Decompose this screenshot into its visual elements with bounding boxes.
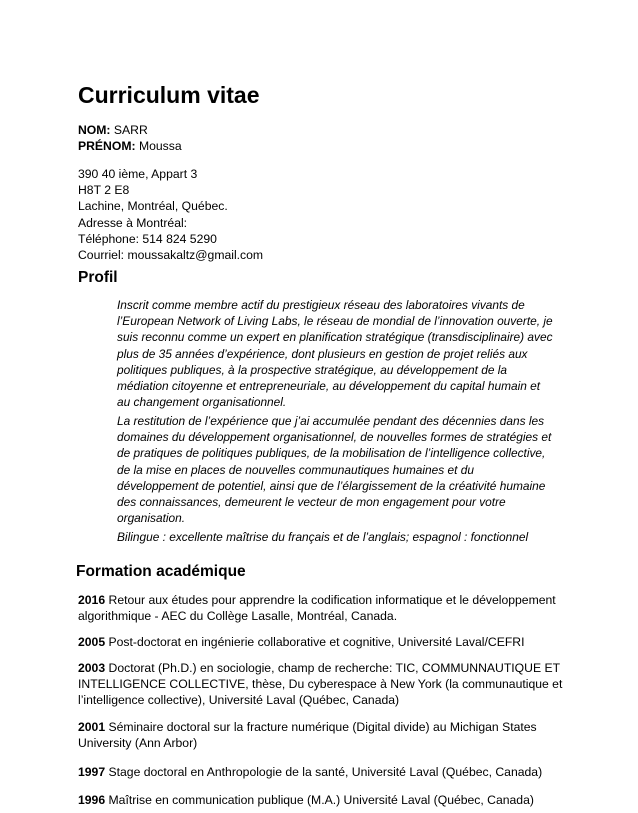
formation-year: 1996 <box>78 793 106 807</box>
city-line: Lachine, Montréal, Québec. <box>78 199 228 214</box>
formation-year: 2005 <box>78 635 106 649</box>
formation-heading: Formation académique <box>76 563 246 580</box>
identity-block <box>78 122 182 154</box>
profil-heading: Profil <box>78 269 118 286</box>
nom-line <box>78 122 182 138</box>
nom-value: SARR <box>113 123 148 137</box>
profil-p1-line: médiation citoyenne et entrepreneuriale, au développement du capital humain et <box>117 379 541 394</box>
formation-year: 2003 <box>78 661 106 675</box>
formation-entry-2003 <box>78 660 568 709</box>
profil-p1-line: plus de 35 années d’expérience, dont plusieurs en gestion de projet reliés aux <box>117 346 528 361</box>
formation-text: Maîtrise en communication publique (M.A.) Université Laval (Québec, Canada) <box>108 793 534 807</box>
address-line: 390 40 ième, Appart 3 <box>78 167 198 181</box>
profil-p2-line: de la mise en places de nouvelles communautiques humaines et du <box>117 462 474 477</box>
formation-entry-2005 <box>78 634 568 650</box>
profil-p1-line: suis reconnu comme un expert en planification stratégique (transdisciplinaire) avec <box>117 330 553 345</box>
profil-p1-line: politiques publiques, à la prospective stratégique, au développement de la <box>117 362 508 377</box>
formation-text: Doctorat (Ph.D.) en sociologie, champ de recherche: TIC, COMMUNNAUTIQUE ET <box>108 661 561 675</box>
nom-label: NOM: <box>78 123 111 137</box>
profil-p2-line: de pratiques de politiques publiques, de la mobilisation de l’intelligence collective, <box>117 446 546 461</box>
formation-text: Stage doctoral en Anthropologie de la santé, Université Laval (Québec, Canada) <box>108 765 543 779</box>
languages-line: Bilingue : excellente maîtrise du français et de l’anglais; espagnol : fonctionnel <box>117 530 529 544</box>
profil-p1-line: au changement organisationnel. <box>117 395 287 410</box>
formation-entry-2016 <box>78 592 568 624</box>
profil-p2-line: domaines du développement organisationnel, de nouvelles formes de stratégies et <box>117 430 552 445</box>
profil-paragraph-2 <box>117 413 567 526</box>
formation-entry-2001 <box>78 719 568 751</box>
document-title: Curriculum vitae <box>78 82 260 108</box>
postal-code-line: H8T 2 E8 <box>78 183 130 198</box>
formation-text: Post-doctorat en ingénierie collaborative et cognitive, Université Laval/CEFRI <box>108 635 525 649</box>
formation-text: University (Ann Arbor) <box>78 736 198 751</box>
formation-entry-1997 <box>78 764 568 780</box>
formation-year: 1997 <box>78 765 106 779</box>
profil-p1-line: Inscrit comme membre actif du prestigieux réseau des laboratoires vivants de <box>117 298 525 312</box>
profil-paragraph-3 <box>117 529 567 545</box>
formation-text: algorithmique - AEC du Collège Lasalle, Montréal, Canada. <box>78 609 398 624</box>
formation-entry-1996 <box>78 792 568 808</box>
formation-text: Séminaire doctoral sur la fracture numérique (Digital divide) au Michigan States <box>108 720 537 734</box>
email-line: Courriel: moussakaltz@gmail.com <box>78 248 264 263</box>
profil-p2-line: développement de potentiel, ainsi que de l’élargissement de la créativité humaine <box>117 478 546 493</box>
prenom-line <box>78 138 182 154</box>
formation-year: 2016 <box>78 593 106 607</box>
prenom-label: PRÉNOM: <box>78 139 136 154</box>
phone-line: Téléphone: 514 824 5290 <box>78 231 217 246</box>
formation-text: Retour aux études pour apprendre la codification informatique et le développement <box>108 593 556 607</box>
profil-p2-line: des connaissances, demeurent le vecteur de mon engagement pour votre <box>117 495 506 510</box>
prenom-value: Moussa <box>138 139 182 154</box>
profil-p2-line: organisation. <box>117 511 186 526</box>
profil-p2-line: La restitution de l’expérience que j’ai accumulée pendant des décennies dans les <box>117 414 545 428</box>
profil-paragraph-1 <box>117 297 567 410</box>
formation-text: INTELLIGENCE COLLECTIVE, thèse, Du cyberespace à New York (la communautique et <box>78 677 563 692</box>
address-block <box>78 166 263 263</box>
profil-p1-line: l’European Network of Living Labs, le réseau de mondial de l’innovation ouverte, je <box>117 314 553 329</box>
formation-year: 2001 <box>78 720 106 734</box>
montreal-address-line: Adresse à Montréal: <box>78 215 188 230</box>
formation-text: l’intelligence collective), Université Laval (Québec, Canada) <box>78 693 400 708</box>
